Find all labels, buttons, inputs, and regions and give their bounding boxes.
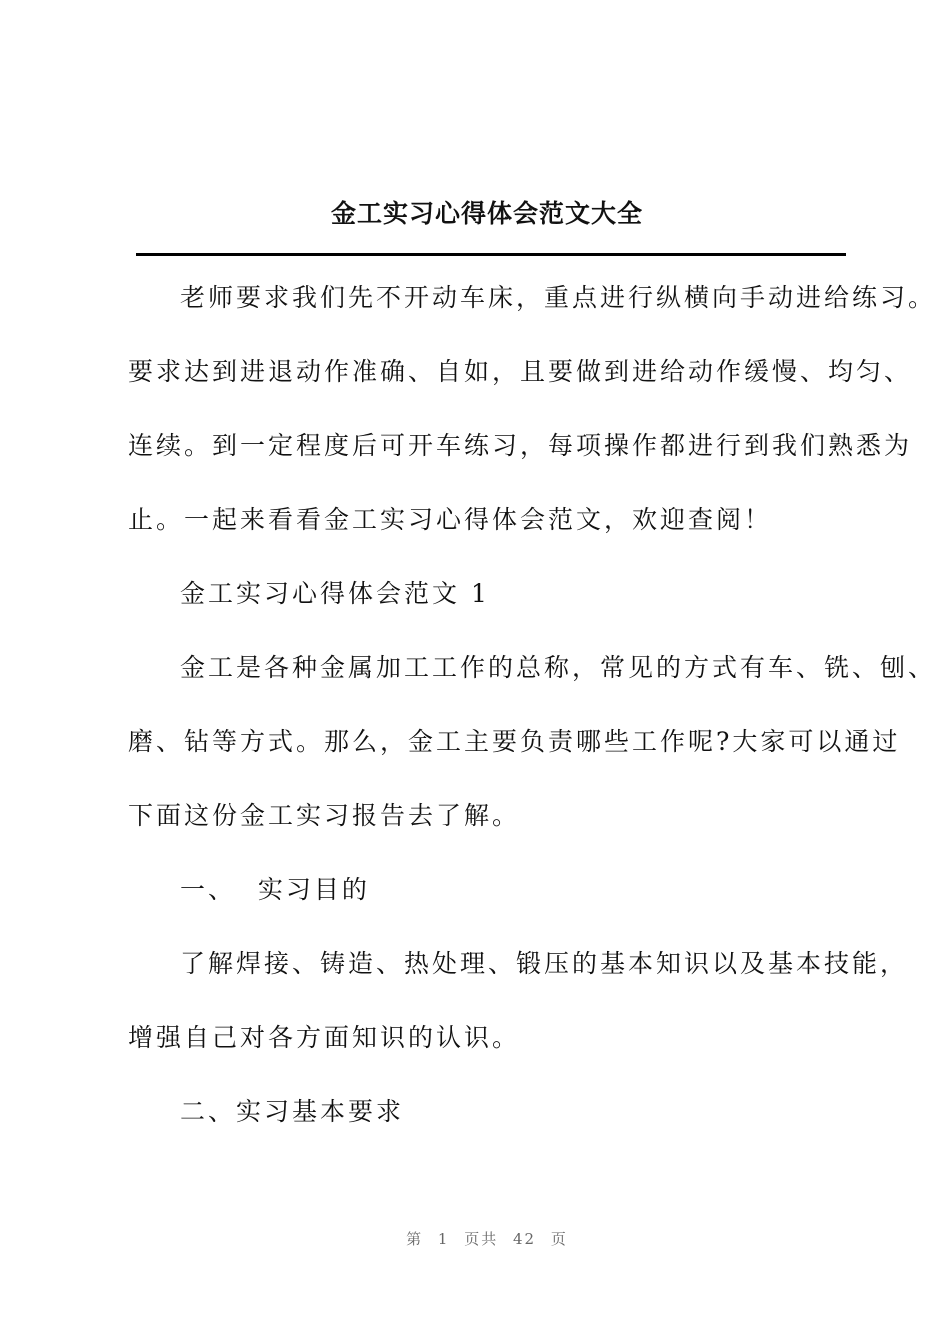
paragraph-line: 要求达到进退动作准确、自如，且要做到进给动作缓慢、均匀、: [128, 357, 913, 386]
footer-page-label: 第: [406, 1230, 424, 1248]
paragraph-line: 磨、钻等方式。那么，金工主要负责哪些工作呢?大家可以通过: [128, 727, 901, 756]
paragraph-line: 下面这份金工实习报告去了解。: [128, 801, 521, 830]
page-footer: [0, 1228, 950, 1249]
paragraph-line: 老师要求我们先不开动车床，重点进行纵横向手动进给练习。: [180, 283, 937, 312]
paragraph-line: 了解焊接、铸造、热处理、锻压的基本知识以及基本技能，: [180, 949, 909, 978]
document-title: 金工实习心得体会范文大全: [330, 199, 643, 228]
paragraph-line: 金工是各种金属加工工作的总称，常见的方式有车、铣、刨、: [180, 653, 937, 682]
title-underline: [136, 253, 846, 256]
section-heading: 一、 实习目的: [180, 875, 370, 904]
paragraph-line: 连续。到一定程度后可开车练习，每项操作都进行到我们熟悉为: [128, 431, 913, 460]
footer-total-pages: 42: [513, 1230, 537, 1248]
section-heading: 金工实习心得体会范文 1: [180, 579, 490, 608]
footer-of-label: 页共: [464, 1230, 499, 1248]
paragraph-line: 增强自己对各方面知识的认识。: [128, 1023, 521, 1052]
footer-end-label: 页: [550, 1230, 568, 1248]
footer-current-page: 1: [437, 1230, 450, 1248]
paragraph-line: 止。一起来看看金工实习心得体会范文，欢迎查阅！: [128, 505, 773, 534]
section-heading: 二、实习基本要求: [180, 1097, 405, 1126]
